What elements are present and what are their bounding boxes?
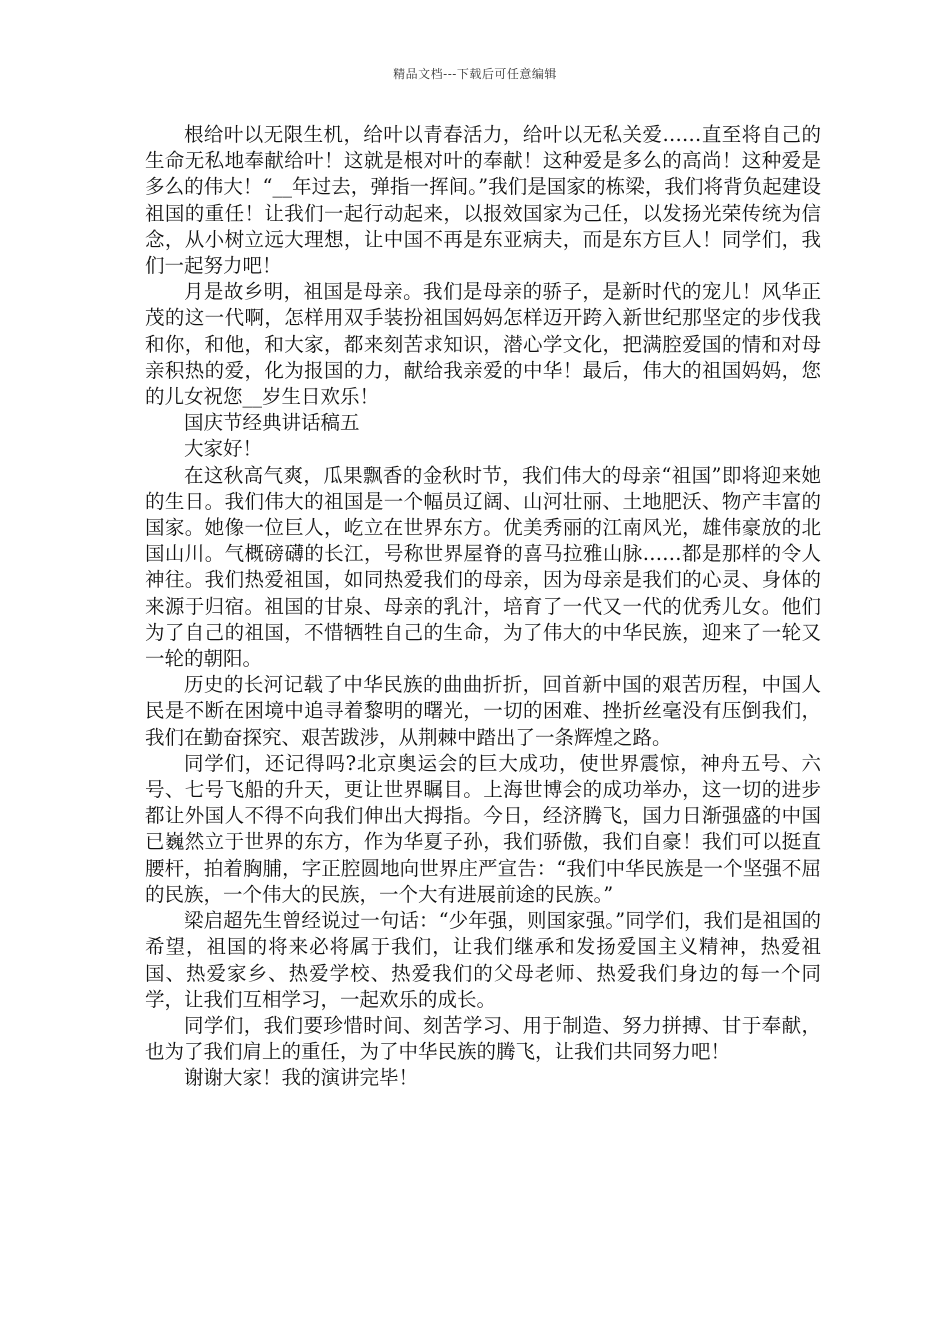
paragraph: 同学们，我们要珍惜时间、刻苦学习、用于制造、努力拼搏、甘于奉献，也为了我们肩上的重任，为了中华民族的腾飞，让我们共同努力吧！ [145,1013,821,1064]
paragraph: 同学们，还记得吗?北京奥运会的巨大成功，使世界震惊，神舟五号、六号、七号飞船的升天，更让世界瞩目。上海世博会的成功举办，这一切的进步都让外国人不得不向我们伸出大拇指。今日，经济腾飞，国力日渐强盛的中国已巍然立于世界的东方，作为华夏子孙，我们骄傲，我们自豪！我们可以挺直腰杆，拍着胸脯，字正腔圆地向世界庄严宣告：“我们中华民族是一个坚强不屈的民族，一个伟大的民族，一个大有进展前途的民族。” [145,751,821,906]
paragraph: 根给叶以无限生机，给叶以青春活力，给叶以无私关爱……直至将自己的生命无私地奉献给叶！这就是根对叶的奉献！这种爱是多么的高尚！这种爱是多么的伟大！“__年过去，弹指一挥间。”我们是国家的栋梁，我们将背负起建设祖国的重任！让我们一起行动起来，以报效国家为己任，以发扬光荣传统为信念，从小树立远大理想，让中国不再是东亚病夫，而是东方巨人！同学们，我们一起努力吧！ [145,123,821,278]
paragraph: 月是故乡明，祖国是母亲。我们是母亲的骄子，是新时代的宠儿！风华正茂的这一代啊，怎样用双手装扮祖国妈妈怎样迈开跨入新世纪那坚定的步伐我和你，和他，和大家，都来刻苦求知识，潜心学文化，把满腔爱国的情和对母亲积热的爱，化为报国的力，献给我亲爱的中华！最后，伟大的祖国妈妈，您的儿女祝您__岁生日欢乐！ [145,280,821,409]
paragraph: 在这秋高气爽，瓜果飘香的金秋时节，我们伟大的母亲“祖国”即将迎来她的生日。我们伟大的祖国是一个幅员辽阔、山河壮丽、土地肥沃、物产丰富的国家。她像一位巨人，屹立在世界东方。优美秀丽的江南风光，雄伟豪放的北国山川。气概磅礴的长江，号称世界屋脊的喜马拉雅山脉……都是那样的令人神往。我们热爱祖国，如同热爱我们的母亲，因为母亲是我们的心灵、身体的来源于归宿。祖国的甘泉、母亲的乳汁，培育了一代又一代的优秀儿女。他们为了自己的祖国，不惜牺牲自己的生命，为了伟大的中华民族，迎来了一轮又一轮的朝阳。 [145,463,821,671]
paragraph: 梁启超先生曾经说过一句话：“少年强，则国家强。”同学们，我们是祖国的希望，祖国的将来必将属于我们，让我们继承和发扬爱国主义精神，热爱祖国、热爱家乡、热爱学校、热爱我们的父母老师、热爱我们身边的每一个同学，让我们互相学习，一起欢乐的成长。 [145,909,821,1011]
closing-line: 谢谢大家！我的演讲完毕！ [184,1066,419,1090]
greeting: 大家好！ [184,437,263,461]
section-title: 国庆节经典讲话稿五 [184,411,360,435]
document-body [145,122,821,1092]
paragraph: 历史的长河记载了中华民族的曲曲折折，回首新中国的艰苦历程，中国人民是不断在困境中追寻着黎明的曙光，一切的困难、挫折丝毫没有压倒我们，我们在勤奋探究、艰苦跋涉，从荆棘中踏出了一条辉煌之路。 [145,673,821,749]
page-header: 精品文档---下载后可任意编辑 [393,67,557,81]
